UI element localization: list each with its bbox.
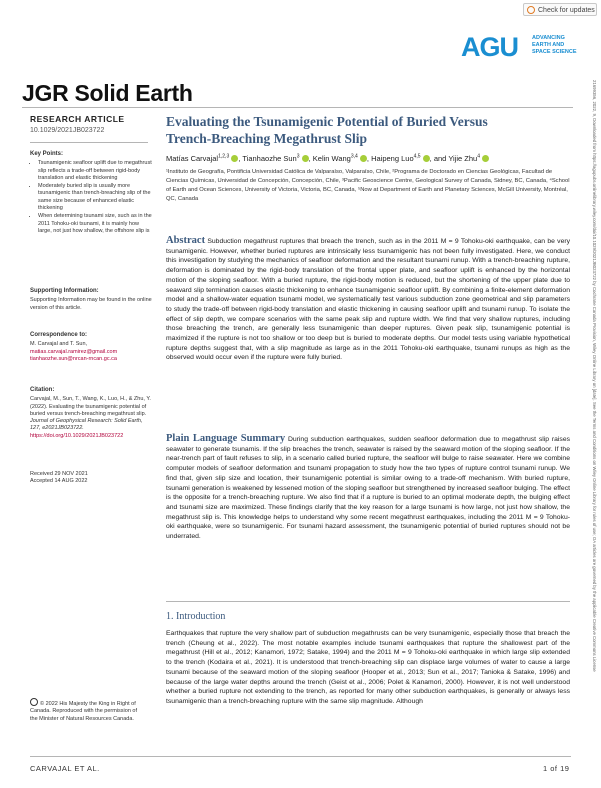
citation-journal: Journal of Geophysical Research: Solid Earth, 127, e2021JB023722. <box>30 418 143 432</box>
author-list <box>166 153 489 163</box>
author: Matías Carvajal$^{1,2,3}$ , <box>166 153 243 163</box>
plain-summary-text: During subduction earthquakes, sudden seafloor deformation due to megathrust slip raises seawater to generate tsunamis. If the slip breaches the trench, seawater is raised by the seaward motion of the sloping seafloor. If the near-trench part of fault refuses to slip, in a scenario called buried rupture, the seafloor will bulge to raise seawater. Here we combine computer models of seafloor deformation and tsunami propagation to study how the two types of rupture control tsunami runup. We find that, given slip size and location, their tsunamigenic potential is similar owing to a trade-off mechanism. With buried rupture, tsunami generation is weakened by lessened motion of the sloping seafloor but strengthened by increased seafloor bulging. The effect is the opposite for a trench-breaching rupture. We also find that if a rupture is buried to an optimal moderate depth, the bulging effect and tsunami size are maximized. These findings clarify that the key reason for a large tsunami is how large, not just how shallow, the megathrust slip is. This knowledge helps to understand why some recent megathrust earthquakes, including the 2011 M = 9 Tohoku-oki earthquake, were so tsunamigenic. For tsunami hazard assessment, the tsunamigenic potential of buried ruptures should not be underrated. <box>166 436 571 541</box>
orcid-icon[interactable] <box>302 155 309 162</box>
page-number: 1 of 19 <box>543 764 570 773</box>
article-title: Evaluating the Tsunamigenic Potential of Buried Versus Trench-Breaching Megathrust Slip <box>166 114 488 146</box>
author: Tianhaozhe Sun$^3$ , <box>242 153 313 163</box>
journal-name: JGR Solid Earth <box>22 80 193 106</box>
accepted-date: Accepted 14 AUG 2022 <box>30 478 88 485</box>
copyright-text: © 2022 His Majesty the King in Right of Canada. Reproduced with the permission of the Minister of Natural Resources Canada. <box>30 701 138 722</box>
agu-wordmark: AGU <box>461 32 518 62</box>
orcid-icon[interactable] <box>423 155 430 162</box>
correspondence-names: M. Carvajal and T. Sun, <box>30 341 88 348</box>
abstract-text: Subduction megathrust ruptures that breach the trench, such as in the 2011 M = 9 Tohoku-oki earthquake, can be very tsunamigenic. However, whether buried ruptures are intrinsically less tsunamigenic has not been fully investigated. Here, we conduct this investigation by studying the mechanics of seafloor deformation and the resultant tsunami runup. With a trench-breaching rupture, deformation is dominated by the rigid-body translation of the frontal upper plate, and seafloor uplift is enhanced by the horizontal motion of the sloping seafloor. With a buried rupture, the rigid-body motion is reduced, but the shortening of the upper plate due to seaward slip termination causes elastic thickening to enhance tsunamigenic seafloor uplift. By combining a finite-element deformation model and a shallow-water equation tsunami model, we systematically test various subduction zone geometrical and slip parameters to study the trade-off between rigid-body translation and elastic thickening in causing seafloor uplift and tsunami runup. To isolate the effect of slip depth, we compare scenarios with the same peak slip and rupture width. We find that very shallow ruptures, including those breaching the trench, are generally less tsunamigenic than deeper ruptures. Given peak slip, tsunamigenic potential is maximized if the rupture is not too shallow or too deep but is buried to moderate depths. Our model tests using variable hypothetical rupture depths suggest that, with a slip magnitude as large as in the 2011 Tohoku-oki earthquake, tsunami runups as high as the observed would occur even if the rupture were fully buried. <box>166 238 571 362</box>
article-type: RESEARCH ARTICLE <box>30 114 125 124</box>
check-for-updates-button[interactable] <box>523 3 597 16</box>
citation-heading: Citation: <box>30 387 55 393</box>
check-for-updates-label: Check for updates <box>538 7 595 14</box>
copyright-icon <box>30 698 38 706</box>
citation-text: Carvajal, M., Sun, T., Wang, K., Luo, H., & Zhu, Y. (2022). Evaluating the tsunamigenic potential of buried versus trench-breaching megathrust slip. <box>30 396 151 417</box>
sidebar-divider <box>30 142 148 143</box>
agu-logo <box>461 32 581 64</box>
introduction-heading: 1. Introduction <box>166 611 226 622</box>
abstract <box>166 236 570 363</box>
footer-divider <box>30 756 571 757</box>
author: Kelin Wang$^{3,4}$ , <box>312 153 372 163</box>
article-doi: 10.1029/2021JB023722 <box>30 127 105 134</box>
correspondence-heading: Correspondence to: <box>30 332 88 338</box>
citation <box>30 387 154 440</box>
supporting-text: Supporting Information may be found in the online version of this article. <box>30 297 152 311</box>
plain-summary-heading: Plain Language Summary <box>166 433 286 444</box>
key-point: • When determining tsunami size, such as in the 2011 Tohoku-oki tsunami, it is mainly how large, not just how shallow, the offshore slip is <box>38 213 154 235</box>
section-divider <box>166 601 570 602</box>
email-link[interactable]: matias.carvajal.ramirez@gmail.com <box>30 348 118 355</box>
author: Yijie Zhu$^4$ <box>448 154 489 163</box>
supporting-heading: Supporting Information: <box>30 288 99 294</box>
header-divider <box>22 107 573 108</box>
citation-doi-link[interactable]: https://doi.org/10.1029/2021JB023722 <box>30 432 124 439</box>
article-dates <box>30 471 154 486</box>
key-points <box>30 151 154 236</box>
footer-author: CARVAJAL ET AL. <box>30 764 100 773</box>
key-point: • Tsunamigenic seafloor uplift due to megathrust slip reflects a trade-off between rigid-body translation and elastic thickening <box>38 160 154 182</box>
agu-tagline: ADVANCING EARTH AND SPACE SCIENCE <box>532 35 577 55</box>
key-point: • Moderately buried slip is usually more tsunamigenic than trench-breaching slip of the same size because of enhanced elastic thickening <box>38 183 154 212</box>
affiliations: ¹Instituto de Geografía, Pontificia Universidad Católica de Valparaíso, Valparaíso, Chile, ²Programa de Doctorado en Ciencias Geológicas, Facultad de Ciencias Químicas, Universidad de Concepción, Concepción, Chile, ³Pacific Geoscience Centre, Geological Survey of Canada, Sidney, BC, Canada, ⁴School of Earth and Ocean Sciences, University of Victoria, Victoria, BC, Canada, ⁵Now at Department of Earth and Planetary Sciences, McGill University, Montréal, QC, Canada <box>166 169 570 202</box>
email-link[interactable]: tianhaozhe.sun@nrcan-rncan.gc.ca <box>30 355 117 362</box>
plain-language-summary <box>166 434 570 542</box>
author: Haipeng Luo$^{4,5}$ , and <box>371 153 449 163</box>
correspondence <box>30 332 154 363</box>
abstract-heading: Abstract <box>166 235 206 246</box>
update-icon <box>527 6 535 14</box>
received-date: Received 29 NOV 2021 <box>30 471 88 477</box>
key-points-heading: Key Points: <box>30 151 64 157</box>
orcid-icon[interactable] <box>360 155 367 162</box>
supporting-information <box>30 288 154 312</box>
copyright-notice <box>30 698 138 723</box>
orcid-icon[interactable] <box>482 155 489 162</box>
download-side-note: 21699356, 2022, 9, Downloaded from https://agupubs.onlinelibrary.wiley.com/doi/10.1029/2021JB023722 by Cochrane Canada Provision, Wiley Online Library on [date]. See the Terms and Conditions on Wiley Online Library for rules of use; OA articles are governed by the applicable Creative Commons License <box>592 80 597 672</box>
introduction-text: Earthquakes that rupture the very shallow part of subduction megathrusts can be very tsunamigenic, especially those that breach the trench (Cheung et al., 2022). The most notable examples include tsunami earthquakes that rupture the shallowest part of the megathrust (Hill et al., 2012; Kanamori, 1972; Satake, 1994) and the 2011 M = 9 Tohoku-oki earthquake in which large slip extended to the trench (Kodaira et al., 2021). It is understood that trench-breaching slip can displace large volumes of water to cause a large tsunami because of the seaward motion of the sloping seafloor (Hooper et al., 2013; Sun et al., 2017; Tanioka & Satake, 1996) and because of the large water depths around the trench (Geist et al., 2006; Polet & Kanamori, 2000). However, it is not well understood whether a buried rupture not extending to the trench, as reported for many other subduction earthquakes, is generally or always less tsunamigenic than a trench-breaching rupture with the same slip magnitude. Although <box>166 630 570 705</box>
